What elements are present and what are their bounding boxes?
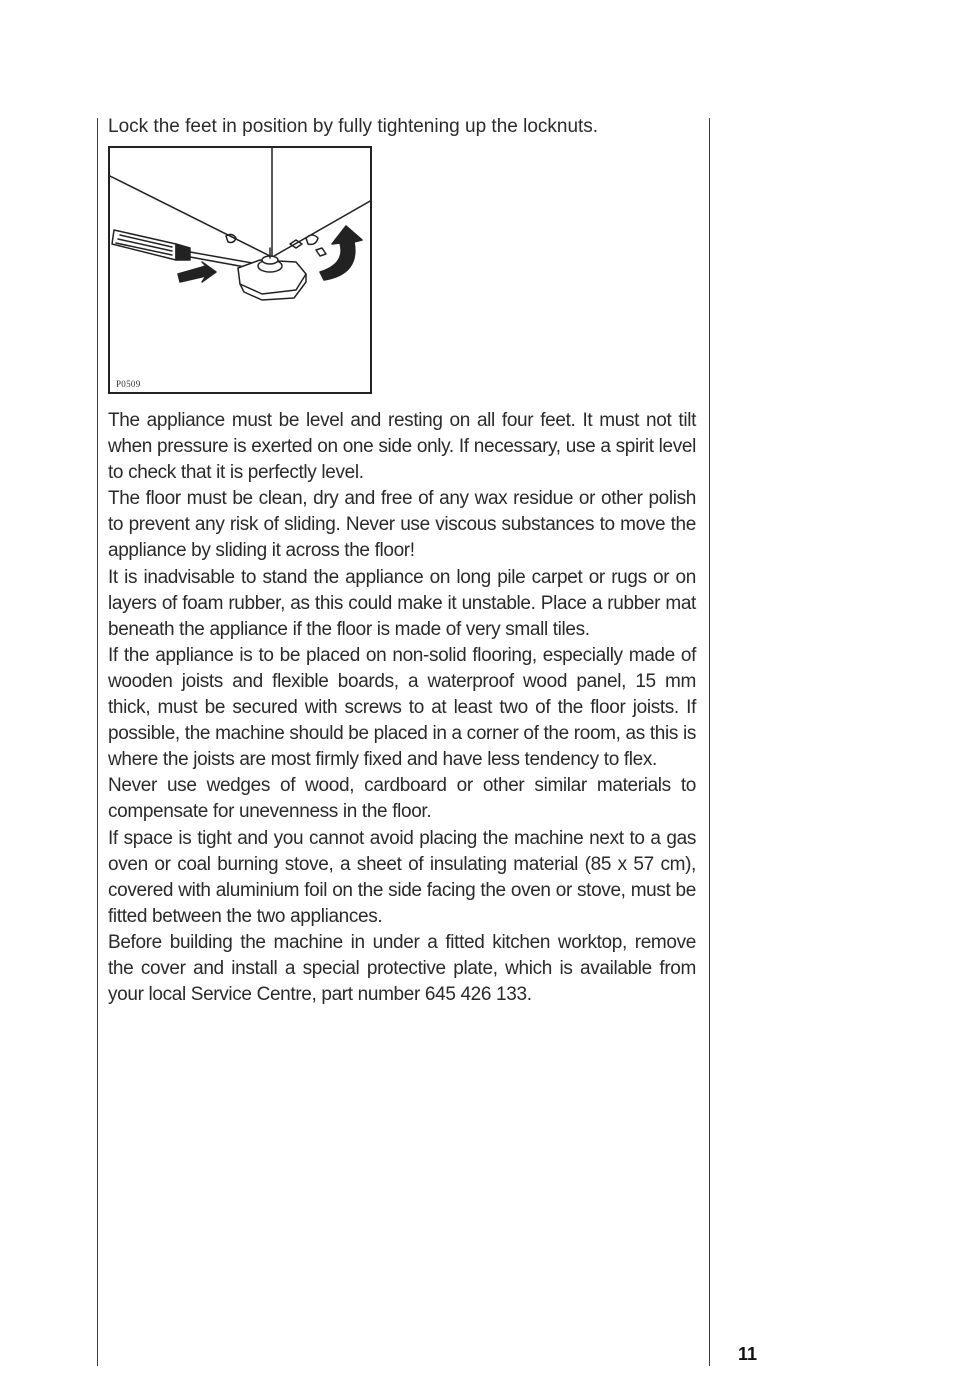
page-number: 11 <box>738 1344 758 1364</box>
body-text <box>108 408 696 1008</box>
intro-text: Lock the feet in position by fully tightening up the locknuts. <box>108 116 599 137</box>
paragraph-carpet: It is inadvisable to stand the appliance on long pile carpet or rugs or on layers of foam rubber, as this could make it unstable. Place a rubber mat beneath the appliance if the floor is made of very small tiles. <box>108 566 696 640</box>
figure-code: P0509 <box>116 379 141 389</box>
locknut-figure <box>108 146 372 394</box>
paragraph-level: The appliance must be level and resting on all four feet. It must not tilt when pressure is exerted on one side only. If necessary, use a spirit level to check that it is perfectly level. <box>108 410 696 484</box>
paragraph-wedges: Never use wedges of wood, cardboard or other similar materials to compensate for unevenness in the floor. <box>108 775 696 823</box>
left-margin-rule <box>97 118 98 1366</box>
screwdriver-locknut-illustration <box>110 148 370 392</box>
right-margin-rule <box>709 118 710 1366</box>
paragraph-space: If space is tight and you cannot avoid placing the machine next to a gas oven or coal burning stove, a sheet of insulating material (85 x 57 cm), covered with aluminium foil on the side facing the oven or stove, must be fitted between the two appliances. <box>108 827 696 927</box>
paragraph-flooring: If the appliance is to be placed on non-solid flooring, especially made of wooden joists and flexible boards, a waterproof wood panel, 15 mm thick, must be secured with screws to at least two of the floor joists. If possible, the machine should be placed in a corner of the room, as this is where the joists are most firmly fixed and have less tendency to flex. <box>108 644 696 771</box>
paragraph-worktop: Before building the machine in under a fitted kitchen worktop, remove the cover and install a special protective plate, which is available from your local Service Centre, part number 645 426 133. <box>108 931 696 1006</box>
paragraph-floor: The floor must be clean, dry and free of any wax residue or other polish to prevent any risk of sliding. Never use viscous substances to move the appliance by sliding it across the floor! <box>108 488 696 562</box>
